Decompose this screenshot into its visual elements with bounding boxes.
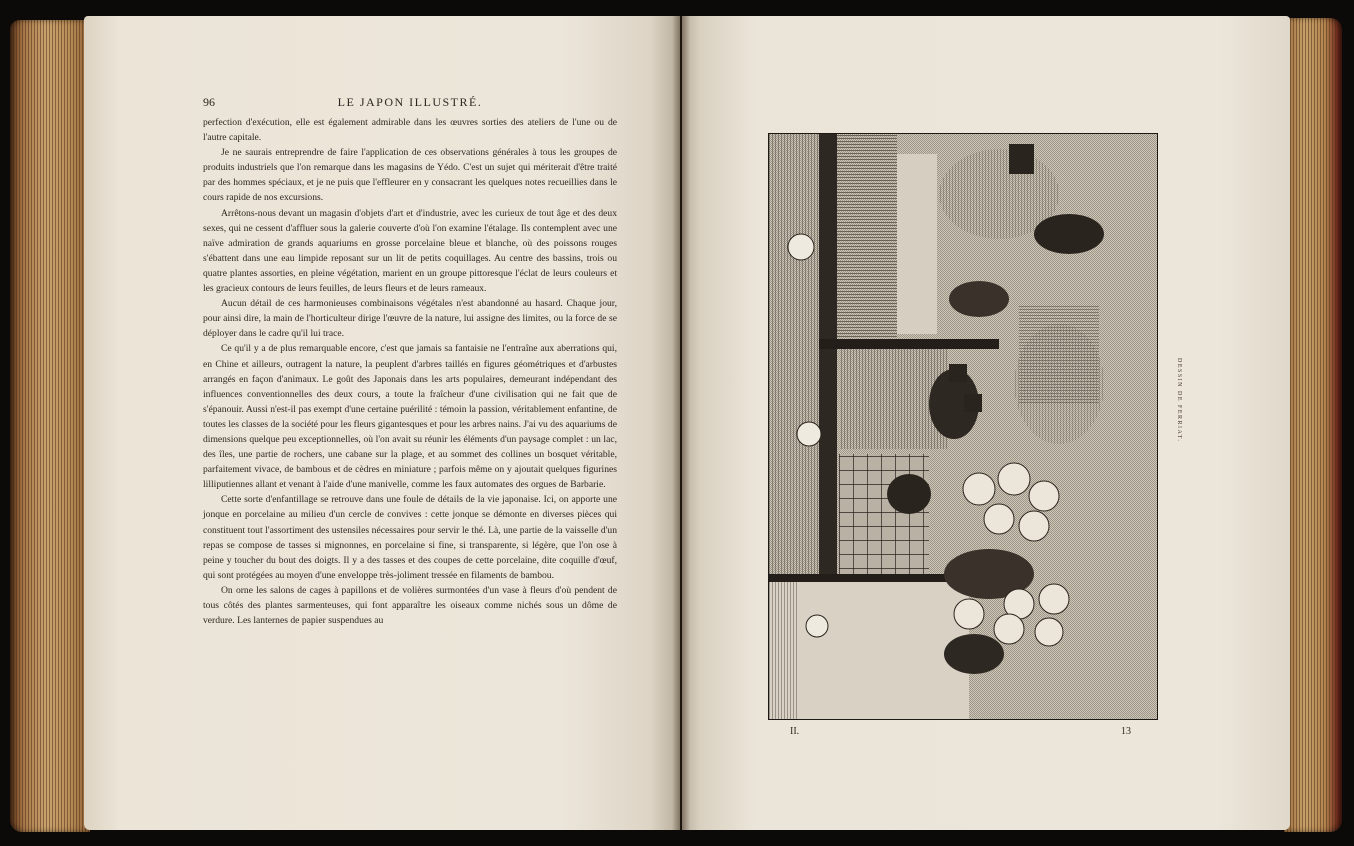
paragraph: Je ne saurais entreprendre de faire l'application de ces observations générales à tous les groupes de produits industriels que l'on remarque dans les magasins de Yédo. C'est un sujet qui mériterait d'être traité par des hommes spéciaux, et je ne puis que l'effleurer en y consacrant les quelques notes recueillies dans le cours rapide de nos excursions. [203,147,617,204]
paragraph: Aucun détail de ces harmonieuses combinaisons végétales n'est abandonné au hasard. Chaque jour, pour ainsi dire, la main de l'horticulteur dirige l'œuvre de la nature, lui assigne des limites, ou la force de se déployer dans le cadre qu'il lui trace. [203,298,617,340]
book-gutter [672,16,690,830]
plate-artist-caption: DESSIN DE FERRIAT. [1176,357,1182,443]
paragraph: Cette sorte d'enfantillage se retrouve dans une foule de détails de la vie japonaise. Ici, on apporte une jonque en porcelaine au milieu d'un cercle de convives : cette jonque se démonte en diverses pièces qui constituent tout l'assortiment des ustensiles nécessaires pour servir le thé. Là, une partie de la vaisselle d'un repas se compose de tasses si mignonnes, en porcelaine si fine, si transparente, si légère, que l'on ose à peine y toucher du bout des doigts. Il y a des tasses et des coupes de cette porcelaine, dite coquille d'œuf, qui sont protégées au moyen d'une enveloppe très-joliment tressée en filaments de bambou. [203,494,617,581]
running-head [203,95,617,111]
left-page-edges [10,20,90,832]
page-number: 96 [203,95,215,109]
paragraph: perfection d'exécution, elle est également admirable dans les œuvres sorties des ateliers de l'une ou de l'autre capitale. [203,117,617,144]
body-text [203,115,617,628]
right-page-edges [1284,18,1342,832]
running-title: LE JAPON ILLUSTRÉ. [337,95,483,109]
paragraph: On orne les salons de cages à papillons et de volières surmontées d'un vase à fleurs d'où pendent de tous côtés des plantes sarmenteuses, qui font apparaître les oiseaux comme nichés sous un dôme de verdure. Les lanternes de papier suspendues au [203,584,617,627]
engraving-illustration [769,134,1157,719]
signature-mark: II. [790,726,800,737]
paragraph: Arrêtons-nous devant un magasin d'objets d'art et d'industrie, avec les curieux de tout âge et des deux sexes, qui ne cessent d'affluer sous la galerie couverte d'où l'on examine l'étalage. Ils contemplent avec une naïve admiration de grands aquariums en grosse porcelaine bleue et blanche, où des poissons rouges s'ébattent dans une eau limpide reposant sur un lit de petits coquillages. Au centre des bassins, trois ou quatre plantes assorties, en pleine végétation, marient en un groupe pittoresque l'éclat de leurs couleurs et les gracieux contours de leurs feuilles, de leurs fleurs et de leurs rameaux. [203,207,617,295]
paragraph: Ce qu'il y a de plus remarquable encore, c'est que jamais sa fantaisie ne l'entraîne aux aberrations qui, en Chine et ailleurs, outragent la nature, la peuplent d'arbres taillés en figures géométriques et d'arbustes arrangés en façon d'animaux. Le goût des Japonais dans les arts populaires, demeurant indépendant des influences conventionnelles des deux cours, a toute la fraîcheur d'une civilisation qui ne fait que de s'épanouir. Aussi n'est-il pas exempt d'une certaine puérilité : témoin la passion, véritablement enfantine, de toutes les classes de la société pour les fleurs gigantesques et pour les arbres nains. J'ai vu des aquariums de dimensions quelque peu exceptionnelles, où l'on avait su réunir les éléments d'un paysage complet : un lac, des îles, une partie de rochers, une cabane sur la plage, et au sommet des collines un bosquet véritable, parfaitement vivace, de bambous et de cèdres en miniature ; parfois même on y ajoutait quelques figurines lilliputiennes allant et venant à l'aide d'une manivelle, comme les faux automates des orgues de Barbarie. [203,343,617,491]
engraving-plate [768,133,1158,720]
folio-number: 13 [1121,726,1131,737]
